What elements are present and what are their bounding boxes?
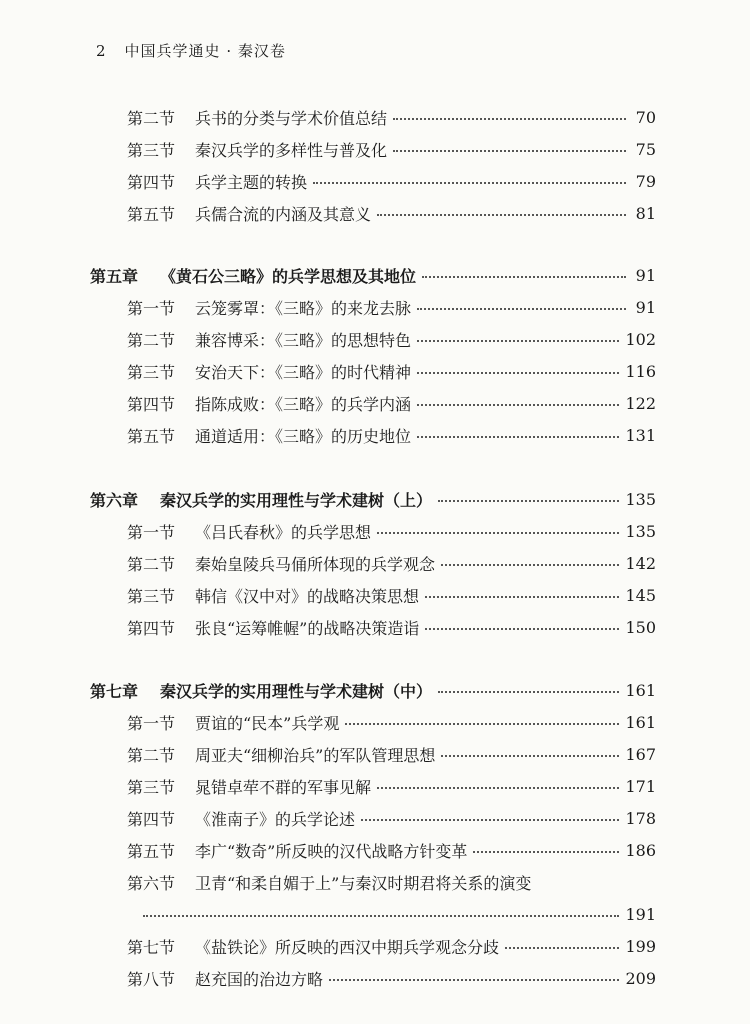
- toc-entry-label: 第三节: [127, 362, 176, 382]
- toc-entry-title: 韩信《汉中对》的战略决策思想: [195, 586, 420, 606]
- toc-chapter-label: 第七章: [90, 681, 139, 701]
- toc-entry-page: 161: [625, 712, 656, 732]
- toc-entry-title: 通道适用：《三略》的历史地位: [195, 426, 412, 446]
- toc-entry-title: 兵儒合流的内涵及其意义: [195, 204, 372, 224]
- toc-entry-label: 第五节: [127, 841, 176, 861]
- leader-dots: [377, 787, 619, 789]
- leader-dots: [393, 150, 626, 152]
- toc-entry-page: 167: [625, 744, 656, 764]
- toc-entry-title: 《吕氏春秋》的兵学思想: [195, 522, 372, 542]
- toc-chapter-entry[interactable]: [90, 484, 656, 514]
- toc-entry-title: 《盐铁论》所反映的西汉中期兵学观念分歧: [195, 937, 500, 957]
- toc-entry-label: 第五节: [127, 204, 176, 224]
- toc-entry-title: 兼容博采：《三略》的思想特色: [195, 330, 412, 350]
- toc-entry-page: 75: [635, 139, 656, 159]
- toc-entry[interactable]: [90, 771, 656, 801]
- toc-entry-title: 兵书的分类与学术价值总结: [195, 108, 388, 128]
- toc-entry[interactable]: [90, 388, 656, 418]
- toc-entry-page: 131: [625, 425, 656, 445]
- toc-entry[interactable]: [90, 707, 656, 737]
- toc-entry-title: 指陈成败：《三略》的兵学内涵: [195, 394, 412, 414]
- toc-entry-title: 周亚夫“细柳治兵”的军队管理思想: [195, 745, 436, 765]
- toc-entry[interactable]: [90, 102, 656, 132]
- toc-chapter-label: 第五章: [90, 266, 139, 286]
- toc-entry-label: 第三节: [127, 777, 176, 797]
- toc-entry-page: 116: [625, 361, 656, 381]
- toc-chapter-title: 秦汉兵学的实用理性与学术建树（中）: [160, 681, 433, 701]
- leader-dots: [441, 564, 619, 566]
- leader-dots: [473, 851, 619, 853]
- toc-chapter-page: 135: [625, 489, 656, 509]
- leader-dots: [417, 308, 626, 310]
- toc-entry-page: 178: [625, 808, 656, 828]
- page-number: 2: [96, 42, 107, 60]
- leader-dots: [441, 755, 619, 757]
- toc-entry-label: 第二节: [127, 745, 176, 765]
- toc-entry[interactable]: [90, 198, 656, 228]
- leader-dots: [425, 628, 619, 630]
- leader-dots: [417, 340, 619, 342]
- toc-entry-title: 安治天下：《三略》的时代精神: [195, 362, 412, 382]
- toc-chapter-title: 《黄石公三略》的兵学思想及其地位: [160, 266, 417, 286]
- leader-dots: [345, 723, 619, 725]
- toc-entry[interactable]: [90, 835, 656, 865]
- toc-entry-label: 第一节: [127, 713, 176, 733]
- leader-dots: [377, 214, 626, 216]
- toc-chapter-entry[interactable]: [90, 260, 656, 290]
- toc-entry-page: 122: [625, 393, 656, 413]
- toc-entry[interactable]: [90, 324, 656, 354]
- leader-dots: [425, 596, 619, 598]
- toc-entry-label: 第七节: [127, 937, 176, 957]
- toc-entry[interactable]: [90, 931, 656, 961]
- toc-entry-page: 102: [625, 329, 656, 349]
- toc-entry-label: 第一节: [127, 298, 176, 318]
- toc-entry-title: 张良“运筹帷幄”的战略决策造诣: [195, 618, 420, 638]
- toc-entry-title: 兵学主题的转换: [195, 172, 308, 192]
- toc-entry[interactable]: [90, 739, 656, 769]
- toc-entry[interactable]: [90, 612, 656, 642]
- toc-entry[interactable]: [90, 134, 656, 164]
- toc-entry[interactable]: [90, 292, 656, 322]
- toc-entry-title: 秦汉兵学的多样性与普及化: [195, 140, 388, 160]
- toc-entry[interactable]: [90, 166, 656, 196]
- toc-chapter-page: 161: [625, 680, 656, 700]
- toc-chapter-label: 第六章: [90, 490, 139, 510]
- toc-entry[interactable]: [90, 420, 656, 450]
- toc-entry-title: 卫青“和柔自媚于上”与秦汉时期君将关系的演变: [195, 873, 532, 893]
- toc-entry[interactable]: [90, 356, 656, 386]
- leader-dots: [417, 436, 619, 438]
- toc-entry-label: 第五节: [127, 426, 176, 446]
- toc-entry-title: 李广“数奇”所反映的汉代战略方针变革: [195, 841, 468, 861]
- toc-chapter-entry[interactable]: [90, 675, 656, 705]
- toc-entry-title: 贾谊的“民本”兵学观: [195, 713, 340, 733]
- toc-entry-label: 第二节: [127, 330, 176, 350]
- toc-entry[interactable]: [90, 548, 656, 578]
- toc-entry[interactable]: [90, 803, 656, 833]
- toc-entry-page: 171: [625, 776, 656, 796]
- toc-entry-label: 第一节: [127, 522, 176, 542]
- toc-entry-page: 145: [625, 585, 656, 605]
- toc-entry-label: 第六节: [127, 873, 176, 893]
- toc-entry-label: 第三节: [127, 140, 176, 160]
- toc-entry-page: 81: [635, 203, 656, 223]
- toc-entry-title: 赵充国的治边方略: [195, 969, 324, 989]
- toc-entry-title: 秦始皇陵兵马俑所体现的兵学观念: [195, 554, 436, 574]
- toc-entry-label: 第四节: [127, 618, 176, 638]
- toc-entry-label: 第四节: [127, 394, 176, 414]
- leader-dots: [417, 404, 619, 406]
- toc-entry-page: 209: [625, 968, 656, 988]
- book-title: 中国兵学通史 · 秦汉卷: [124, 42, 286, 60]
- leader-dots: [143, 915, 619, 917]
- toc-entry-page: 186: [625, 840, 656, 860]
- toc-entry-label: 第三节: [127, 586, 176, 606]
- toc-entry-label: 第四节: [127, 172, 176, 192]
- toc-chapter-page: 91: [635, 265, 656, 285]
- toc-entry-page: 70: [635, 107, 656, 127]
- toc-entry-page: 150: [625, 617, 656, 637]
- page-header: [96, 40, 286, 61]
- toc-entry-title: 晁错卓荦不群的军事见解: [195, 777, 372, 797]
- leader-dots: [417, 372, 619, 374]
- toc-entry-title: 云笼雾罩：《三略》的来龙去脉: [195, 298, 412, 318]
- toc-chapter-title: 秦汉兵学的实用理性与学术建树（上）: [160, 490, 433, 510]
- leader-dots: [505, 947, 619, 949]
- toc-entry[interactable]: [90, 963, 656, 993]
- toc-entry-continuation[interactable]: [127, 899, 656, 929]
- toc-entry-page: 199: [625, 936, 656, 956]
- toc-entry[interactable]: [90, 867, 656, 897]
- toc-entry-page: 191: [625, 904, 656, 924]
- leader-dots: [361, 819, 619, 821]
- toc-entry-title: 《淮南子》的兵学论述: [195, 809, 356, 829]
- toc-entry[interactable]: [90, 580, 656, 610]
- leader-dots: [438, 691, 619, 693]
- toc-entry-label: 第四节: [127, 809, 176, 829]
- toc-entry-label: 第二节: [127, 554, 176, 574]
- toc-entry[interactable]: [90, 516, 656, 546]
- leader-dots: [377, 532, 619, 534]
- leader-dots: [313, 182, 626, 184]
- leader-dots: [422, 276, 626, 278]
- leader-dots: [438, 500, 619, 502]
- toc-entry-label: 第二节: [127, 108, 176, 128]
- toc-entry-label: 第八节: [127, 969, 176, 989]
- leader-dots: [393, 118, 626, 120]
- leader-dots: [329, 979, 619, 981]
- toc-entry-page: 142: [625, 553, 656, 573]
- toc-entry-page: 135: [625, 521, 656, 541]
- toc-entry-page: 79: [635, 171, 656, 191]
- toc-entry-page: 91: [635, 297, 656, 317]
